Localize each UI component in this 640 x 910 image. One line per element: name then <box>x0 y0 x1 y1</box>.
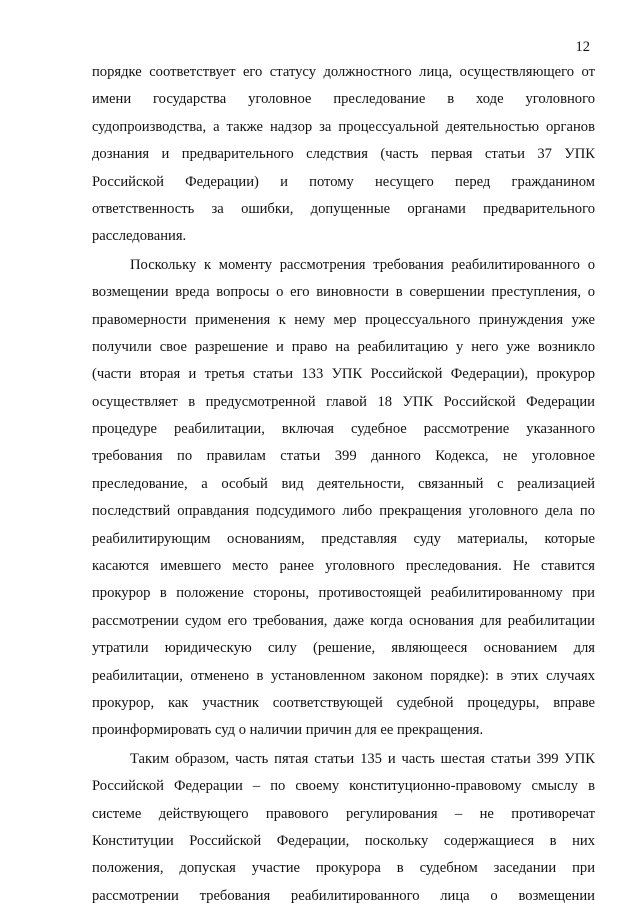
text-line: расследования. <box>92 228 187 245</box>
text-line: (части вторая и третья статьи 133 УПК Российской Федерации), прокурор <box>92 366 595 383</box>
text-line: реабилитации, отменено в установленном законом порядке): в этих случаях <box>92 667 595 684</box>
text-line: реабилитирующим основаниям, представляя суду материалы, которые <box>92 530 595 547</box>
paragraph-3 <box>92 746 595 910</box>
page-number: 12 <box>575 39 590 55</box>
text-line: рассмотрении судом его требования, даже когда основания для реабилитации <box>92 612 595 629</box>
text-line: касаются имевшего место ранее уголовного преследования. Не ставится <box>92 558 595 575</box>
paragraph-2 <box>92 252 595 745</box>
text-line: положения, допуская участие прокурора в судебном заседании при <box>92 860 595 877</box>
text-line: дознания и предварительного следствия (часть первая статьи 37 УПК <box>92 146 595 163</box>
body-text <box>92 59 595 910</box>
text-line: преследование, а особый вид деятельности, связанный с реализацией <box>92 475 595 492</box>
text-line: осуществляет в предусмотренной главой 18 УПК Российской Федерации <box>92 393 595 410</box>
text-line: системе действующего правового регулирования – не противоречат <box>92 805 595 822</box>
text-line: процедуре реабилитации, включая судебное рассмотрение указанного <box>92 421 595 438</box>
text-line: имени государства уголовное преследование в ходе уголовного <box>92 91 595 108</box>
text-line: возмещении вреда вопросы о его виновности в совершении преступления, о <box>92 284 595 301</box>
text-line: утратили юридическую силу (решение, являющееся основанием для <box>92 640 595 657</box>
text-line: прокурор, как участник соответствующей судебной процедуры, вправе <box>92 694 595 711</box>
paragraph-1 <box>92 59 595 251</box>
text-line: последствий оправдания подсудимого либо прекращения уголовного дела по <box>92 503 595 520</box>
text-line: проинформировать суд о наличии причин для ее прекращения. <box>92 722 484 739</box>
text-line: требования по правилам статьи 399 данного Кодекса, не уголовное <box>92 448 595 465</box>
text-line: Российской Федерации – по своему конституционно-правовому смыслу в <box>92 778 595 795</box>
text-line: прокурор в положение стороны, противостоящей реабилитированному при <box>92 585 595 602</box>
text-line: получили свое разрешение и право на реабилитацию у него уже возникло <box>92 338 595 355</box>
text-line: ответственность за ошибки, допущенные органами предварительного <box>92 200 595 217</box>
text-line: судопроизводства, а также надзор за процессуальной деятельностью органов <box>92 118 595 135</box>
text-line: Конституции Российской Федерации, поскольку содержащиеся в них <box>92 832 595 849</box>
text-line: правомерности применения к нему мер процессуального принуждения уже <box>92 311 595 328</box>
text-line: Российской Федерации) и потому несущего перед гражданином <box>92 173 595 190</box>
text-line: Таким образом, часть пятая статьи 135 и часть шестая статьи 399 УПК <box>130 750 595 767</box>
text-line: порядке соответствует его статусу должностного лица, осуществляющего от <box>92 64 595 80</box>
text-line: Поскольку к моменту рассмотрения требования реабилитированного о <box>130 256 595 273</box>
text-line: рассмотрении требования реабилитированного лица о возмещении <box>92 887 595 904</box>
